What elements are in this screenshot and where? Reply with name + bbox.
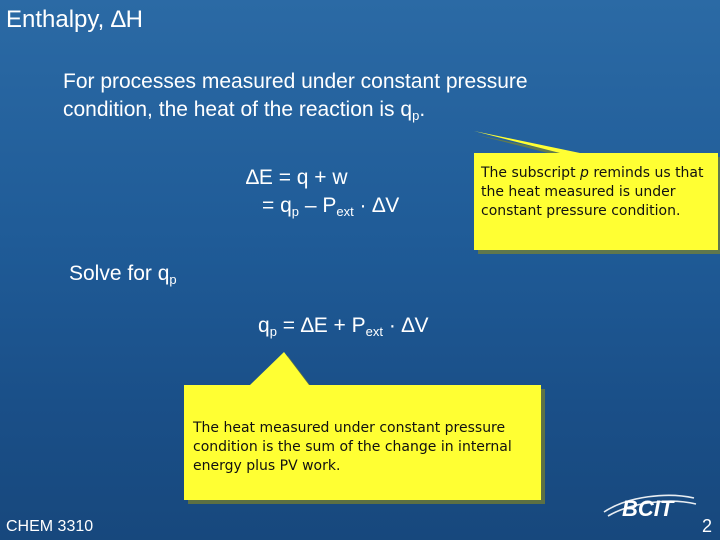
intro-subscript: p <box>412 108 420 123</box>
eq2-part-c: · ∆V <box>383 314 429 337</box>
solve-subscript: p <box>169 272 177 287</box>
intro-main: For processes measured under constant pressure condition, the heat of the reaction is q <box>63 70 528 121</box>
eq2-part-b: = ∆E + P <box>276 314 366 337</box>
energy-equation-line2 <box>246 192 399 220</box>
course-label: CHEM 3310 <box>6 518 94 535</box>
callout1-text-italic: p <box>580 165 589 181</box>
callout1-text <box>481 164 713 221</box>
solve-heading <box>69 260 177 288</box>
slide-title: Enthalpy, ∆H <box>6 6 143 33</box>
eq1-sub-ext: ext <box>336 204 354 219</box>
solve-text: Solve for q <box>69 262 170 285</box>
energy-equation-line1: ∆E = q + w <box>246 166 348 189</box>
eq1-part-b: – P <box>299 194 337 217</box>
callout1-text-a: The subscript <box>481 165 581 181</box>
eq2-sub-ext: ext <box>365 324 383 339</box>
eq2-sub-p: p <box>269 324 277 339</box>
bcit-logo <box>598 490 700 524</box>
intro-period: . <box>419 98 426 121</box>
eq1-part-c: · ∆V <box>353 194 400 217</box>
callout1-text-b: reminds us that the heat measured is under constant pressure condition. <box>481 165 704 219</box>
callout2-text: The heat measured under constant pressure condition is the sum of the change in internal energy plus PV work. <box>193 420 512 474</box>
eq1-sub-p: p <box>291 204 300 219</box>
eq2-part-a: q <box>258 314 270 337</box>
page-number: 2 <box>702 516 713 536</box>
eq1-part-a: = q <box>262 194 292 217</box>
qp-equation <box>258 312 429 340</box>
energy-equation <box>246 164 399 220</box>
logo-text: BCIT <box>622 496 674 521</box>
